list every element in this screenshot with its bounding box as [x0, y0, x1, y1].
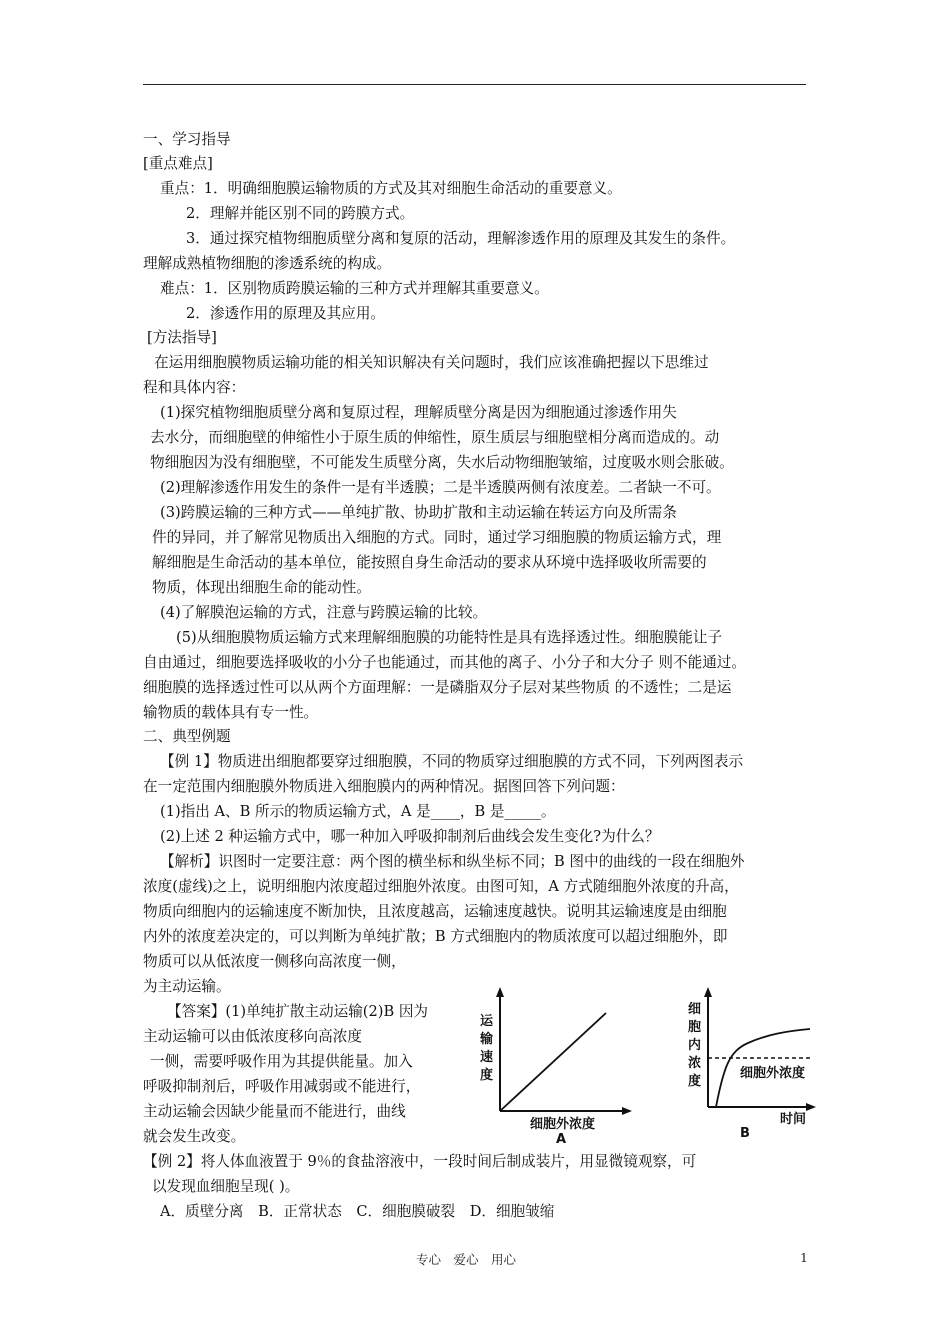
example-2-stem: 【例 2】将人体血液置于 9％的食盐溶液中，一段时间后制成装片，用显微镜观察，可: [143, 1153, 697, 1170]
method-item-1-cont: 去水分，而细胞壁的伸缩性小于原生质的伸缩性，原生质层与细胞壁相分离而造成的。动: [150, 429, 720, 446]
figure-a-ylabel-char: 运: [480, 1014, 494, 1029]
method-item-3: (3)跨膜运输的三种方式——单纯扩散、协助扩散和主动运输在转运方向及所需条: [160, 504, 677, 521]
figure-b-ylabel-char: 胞: [688, 1020, 702, 1035]
key-points-header: [重点难点]: [143, 155, 213, 172]
method-item-5-cont: 细胞膜的选择透过性可以从两个方面理解：一是磷脂双分子层对某些物质 的不透性；二是运: [143, 679, 732, 696]
figure-b-y-arrow: [704, 987, 712, 997]
key-point-2: 2．理解并能区别不同的跨膜方式。: [186, 205, 415, 222]
figure-a: [479, 987, 632, 1145]
example-1-stem-cont: 在一定范围内细胞膜外物质进入细胞膜内的两种情况。据图回答下列问题：: [143, 778, 625, 795]
analysis-line: 【解析】识图时一定要注意：两个图的横坐标和纵坐标不同；B 图中的曲线的一段在细胞外: [160, 853, 745, 870]
key-point-3: 3．通过探究植物细胞质壁分离和复原的活动，理解渗透作用的原理及其发生的条件。: [186, 230, 736, 247]
figure-a-caption: A: [556, 1132, 567, 1145]
example-2-options: A．质壁分离 B．正常状态 C．细胞膜破裂 D．细胞皱缩: [160, 1203, 555, 1220]
figure-b-xlabel: 时间: [780, 1112, 807, 1127]
answer-line: 呼吸抑制剂后，呼吸作用减弱或不能进行，: [143, 1078, 421, 1095]
analysis-line: 内外的浓度差决定的，可以判断为单纯扩散；B 方式细胞内的物质浓度可以超过细胞外，即: [143, 928, 728, 945]
key-point-1: 重点：1．明确细胞膜运输物质的方式及其对细胞生命活动的重要意义。: [160, 180, 622, 197]
method-item-5: (5)从细胞膜物质运输方式来理解细胞膜的功能特性是具有选择透过性。细胞膜能让子: [176, 629, 723, 646]
figure-b-ylabel-char: 浓: [688, 1056, 702, 1071]
analysis-line: 物质可以从低浓度一侧移向高浓度一侧，: [143, 953, 406, 970]
method-intro: 在运用细胞膜物质运输功能的相关知识解决有关问题时，我们应该准确把握以下思维过: [154, 354, 709, 371]
analysis-line: 浓度(虚线)之上，说明细胞内浓度超过细胞外浓度。由图可知，A 方式随细胞外浓度的升高，: [143, 878, 739, 895]
header-rule: [143, 84, 806, 85]
section-2-title: 二、典型例题: [143, 728, 231, 745]
example-1-question-2: (2)上述 2 种运输方式中，哪一种加入呼吸抑制剂后曲线会发生变化?为什么？: [160, 828, 660, 845]
figure-a-y-arrow: [496, 987, 504, 997]
method-item-3-cont: 解细胞是生命活动的基本单位，能按照自身生命活动的要求从环境中选择吸收所需要的: [152, 554, 707, 571]
answer-line: 主动运输可以由低浓度移向高浓度: [143, 1028, 362, 1045]
figure-a-ylabel-char: 速: [480, 1050, 494, 1065]
difficulty-1: 难点：1．区别物质跨膜运输的三种方式并理解其重要意义。: [160, 280, 549, 297]
figure-b: [688, 987, 816, 1141]
figure-a-line: [500, 1013, 606, 1111]
figure-a-ylabel-char: 度: [480, 1068, 494, 1083]
method-item-3-cont: 件的异同，并了解常见物质出入细胞的方式。同时，通过学习细胞膜的物质运输方式，理: [152, 529, 722, 546]
figure-b-dashed-label: 细胞外浓度: [740, 1066, 806, 1081]
answer-line: 【答案】(1)单纯扩散主动运输(2)B 因为: [167, 1003, 429, 1020]
section-1-title: 一、学习指导: [143, 131, 231, 148]
figure-a-ylabel-char: 输: [480, 1032, 494, 1047]
example-2-stem-cont: 以发现血细胞呈现( )。: [152, 1178, 300, 1195]
method-item-4: (4)了解膜泡运输的方式，注意与跨膜运输的比较。: [160, 604, 488, 621]
page-number: 1: [800, 1250, 808, 1265]
example-1-question-1: (1)指出 A、B 所示的物质运输方式，A 是____，B 是_____。: [160, 803, 556, 820]
figure-b-x-arrow: [806, 1103, 816, 1111]
key-point-3-cont: 理解成熟植物细胞的渗透系统的构成。: [143, 255, 392, 272]
answer-line: 一侧，需要呼吸作用为其提供能量。加入: [150, 1053, 413, 1070]
figure-b-caption: B: [740, 1126, 750, 1141]
method-item-5-cont: 自由通过，细胞要选择吸收的小分子也能通过，而其他的离子、小分子和大分子 则不能通过。: [143, 654, 746, 671]
method-item-2: (2)理解渗透作用发生的条件一是有半透膜；二是半透膜两侧有浓度差。二者缺一不可。: [160, 479, 721, 496]
method-intro-cont: 程和具体内容：: [143, 379, 246, 396]
analysis-line: 为主动运输。: [143, 978, 231, 995]
method-header: [方法指导]: [147, 329, 217, 346]
figure-a-x-arrow: [622, 1107, 632, 1115]
figure-a-xlabel: 细胞外浓度: [530, 1117, 596, 1132]
method-item-1-cont: 物细胞因为没有细胞壁，不可能发生质壁分离，失水后动物细胞皱缩，过度吸水则会胀破。: [150, 454, 734, 471]
method-item-3-cont: 物质，体现出细胞生命的能动性。: [152, 579, 371, 596]
analysis-line: 物质向细胞内的运输速度不断加快，且浓度越高，运输速度越快。说明其运输速度是由细胞: [143, 903, 727, 920]
figure-b-ylabel-char: 内: [688, 1038, 702, 1053]
figure-b-ylabel-char: 细: [688, 1002, 702, 1017]
method-item-5-cont: 输物质的载体具有专一性。: [143, 704, 319, 721]
example-1-stem: 【例 1】物质进出细胞都要穿过细胞膜，不同的物质穿过细胞膜的方式不同，下列两图表示: [160, 753, 744, 770]
method-item-1: (1)探究植物细胞质壁分离和复原过程，理解质壁分离是因为细胞通过渗透作用失: [160, 404, 677, 421]
figures-svg: [468, 985, 828, 1145]
figure-b-ylabel-char: 度: [688, 1074, 702, 1089]
answer-line: 主动运输会因缺少能量而不能进行，曲线: [143, 1103, 406, 1120]
answer-line: 就会发生改变。: [143, 1128, 246, 1145]
figures-ab: [468, 985, 828, 1145]
footer-motto: 专心 爱心 用心: [416, 1252, 517, 1267]
difficulty-2: 2．渗透作用的原理及其应用。: [186, 305, 386, 322]
